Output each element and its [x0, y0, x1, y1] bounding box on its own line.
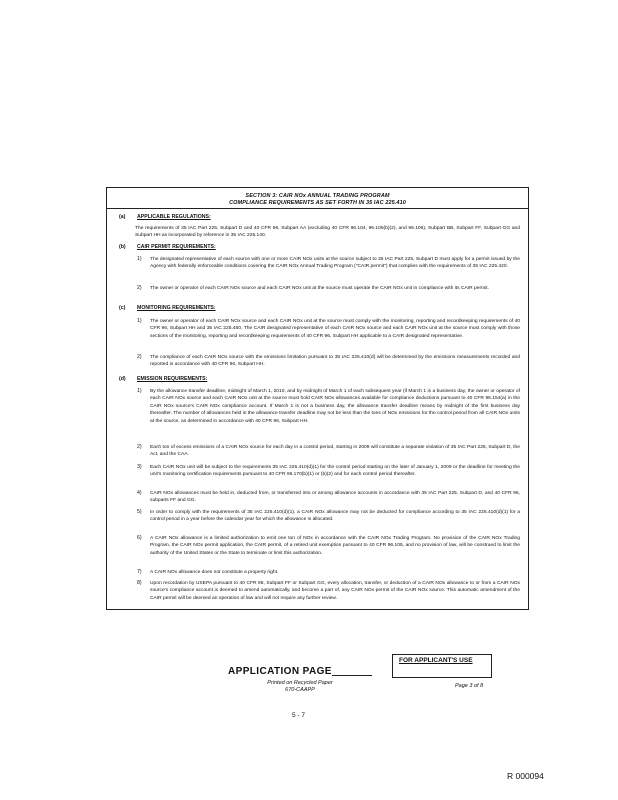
subsection-heading-c: MONITORING REQUIREMENTS: — [137, 305, 216, 311]
item-number: 5) — [137, 509, 142, 515]
item-number: 1) — [137, 256, 142, 262]
item-number: 2) — [137, 354, 142, 360]
item-number: 7) — [137, 569, 142, 575]
recycled-paper-note — [250, 680, 350, 694]
item-text: In order to comply with the requirements of 35 IAC 225.410(d)(1), a CAIR NOx allowance may not be deducted for compliance according to 35 IAC 225.410(d)(1) for a control period in a year before the calendar year for which the allowance is allocated. — [150, 510, 520, 523]
item-number: 6) — [137, 535, 142, 541]
subsection-label-d: (d) — [119, 376, 126, 382]
subsection-label-c: (c) — [119, 305, 126, 311]
item-text: Each CAIR NOx unit will be subject to the requirements 35 IAC 225.410(d)(1) for the control period starting on the later of January 1, 2009 or the deadline for meeting the unit's monitoring certification requirements pursuant to 40 CFR 96.170(b)(1) or (b)(2) and for each control period thereafter. — [150, 465, 520, 478]
item-number: 2) — [137, 285, 142, 291]
application-page-label: APPLICATION PAGE — [228, 666, 332, 677]
applicants-use-label: FOR APPLICANT'S USE — [399, 657, 473, 664]
item-number: 1) — [137, 388, 142, 394]
item-number: 3) — [137, 464, 142, 470]
subsection-heading-b: CAIR PERMIT REQUIREMENTS: — [137, 244, 216, 250]
form-number: 670-CAAPP — [285, 687, 315, 693]
page-number: 5 - 7 — [292, 712, 306, 719]
subsection-label-b: (b) — [119, 244, 126, 250]
applicants-use-box — [392, 654, 492, 678]
item-text: The owner or operator of each CAIR NOx source and each CAIR NOx unit at the source must operate the CAIR NOx unit in compliance with its CAIR permit. — [150, 286, 489, 291]
item-text: A CAIR NOx allowance does not constitute a property right. — [150, 570, 279, 575]
item-number: 8) — [137, 580, 142, 586]
title-divider — [107, 208, 528, 209]
application-page-blank-line — [332, 675, 372, 676]
item-text: Each ton of excess emissions of a CAIR NOx source for each day in a control period, starting in 2009 will constitute a separate violation of 35 IAC Part 225, Subpart D, the Act, and the CAA. — [150, 445, 520, 458]
caa-section-box — [106, 187, 529, 610]
item-text: The owner or operator of each CAIR NOx source and each CAIR NOx unit at the source must comply with the monitoring, reporting and recordkeeping requirements of 40 CFR 96, Subpart HH and 35 IAC 225.450. The CAIR designated representative of each CAIR NOx source and each CAIR NOx unit at the source must comply with those sections of the monitoring, reporting and recordkeeping requirements of 40 CFR 96, Subpart HH applicable to a CAIR designated representative. — [150, 319, 520, 339]
page-of-label: Page 3 of 8 — [455, 683, 484, 689]
subsection-heading-a: APPLICABLE REGULATIONS: — [137, 214, 211, 220]
section-title: SECTION 3: CAIR NOx ANNUAL TRADING PROGRAM — [245, 193, 390, 199]
item-text: The compliance of each CAIR NOx source with the emissions limitation pursuant to 35 IAC 225.410(d) will be determined by the emissions measurements recorded and reported in accordance with 40 CFR 96, Subpart HH. — [150, 355, 520, 368]
item-text: The designated representative of each source with one or more CAIR NOx units at the source subject to 35 IAC Part 225, Subpart D must apply for a permit issued by the Agency with federally enforceable conditions covering the CAIR NOx Annual Trading Program ("CAIR permit") that complies with the requirements of 35 IAC 225.420. — [150, 257, 520, 270]
item-number: 1) — [137, 318, 142, 324]
item-number: 2) — [137, 444, 142, 450]
section-subtitle: COMPLIANCE REQUIREMENTS AS SET FORTH IN 35 IAC 225.410 — [229, 200, 406, 206]
item-number: 4) — [137, 490, 142, 496]
item-text: A CAIR NOx allowance is a limited authorization to emit one ton of NOx in accordance with the CAIR NOx Trading Program. No provision of the CAIR NOx Trading Program, the CAIR NOx permit application, the CAIR permit, of a retired unit exemption pursuant to 40 CFR 96.105, and no provision of law, will be construed to limit the authority of the United States or the State to terminate or limit this authorization. — [150, 536, 520, 556]
item-text: CAIR NOx allowances must be held in, deducted from, or transferred into or among allowance accounts in accordance with 35 IAC Part 225, Subpart D, and 40 CFR 96, subparts FF and GG. — [150, 491, 520, 504]
printed-line-1: Printed on Recycled Paper — [267, 680, 333, 686]
subsection-body-a: The requirements of 35 IAC Part 225, Subpart D and 40 CFR 96, Subpart AA (excluding 40 CFR 96.104, 96.105(b)(2), and 96.106), Subpart BB, Subpart FF, Subpart GG and Subpart HH as incorporated by reference in 35 IAC 225.140. — [135, 226, 520, 239]
bates-number: R 000094 — [507, 771, 544, 781]
item-text: Upon recordation by USEPA pursuant to 40 CFR 96, Subpart FF or Subpart GG, every allocation, transfer, or deduction of a CAIR NOx allowance to or from a CAIR NOx source's compliance account is deemed to amend automatically, and become a part of, any CAIR NOx permit of the CAIR NOx source. This automatic amendment of the CAIR permit will be deemed an operation of law and will not require any further review. — [150, 581, 520, 601]
subsection-label-a: (a) — [119, 214, 126, 220]
item-text: By the allowance transfer deadline, midnight of March 1, 2010, and by midnight of March 1 of each subsequent year (if March 1 is a business day, the owner or operator of each CAIR NOx source and each CAIR NOx unit at the source must hold CAIR NOx allowances available for compliance deductions pursuant to 40 CFR 96.154(a) in the CAIR NOx source's CAIR NOx compliance account. If March 1 is not a business day, the allowance transfer deadline means by midnight of the first business day thereafter. The number of allowances held in the allowance transfer deadline may not be less than the tons of NOx emissions for the control period from all CAIR NOx units at the source, as determined in accordance with 40 CFR 96, Subpart HH. — [150, 389, 520, 424]
subsection-heading-d: EMISSION REQUIREMENTS: — [137, 376, 208, 382]
